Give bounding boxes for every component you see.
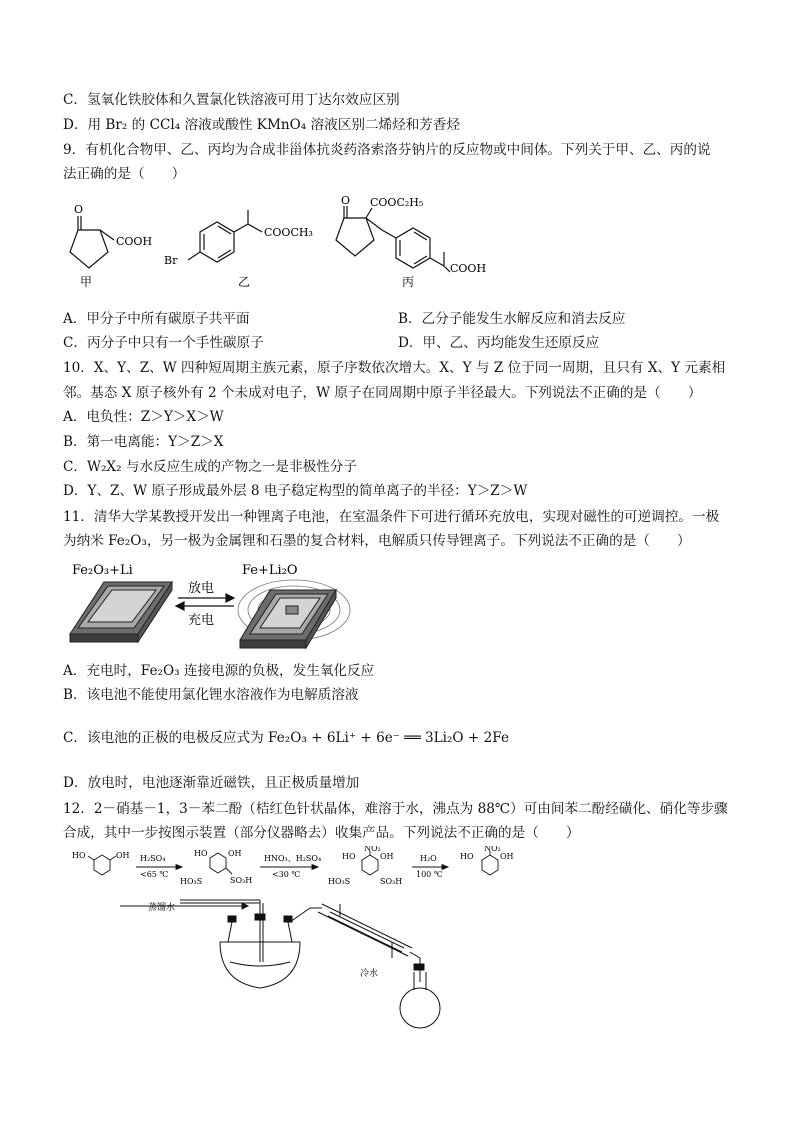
step3-condition: 100 ℃ (416, 870, 443, 879)
battery-right-label: Fe+Li₂O (242, 563, 298, 578)
bing-label: 丙 (402, 275, 415, 289)
compound-yi (188, 210, 262, 262)
q11-stem-line1: 11．清华大学某教授开发出一种锂离子电池，在室温条件下可进行循环充放电，实现对磁性的可逆调控。一极 (63, 509, 720, 525)
c4-oh: OH (500, 852, 514, 861)
step2-reagent: HNO₃、H₂SO₄ (264, 854, 322, 863)
battery-left-label: Fe₂O₃+Li (72, 563, 133, 578)
bing-cooh: COOH (450, 262, 487, 275)
q12-distillation-apparatus (60, 892, 480, 1032)
c3-no2: NO₂ (364, 846, 381, 853)
bing-oxygen: O (341, 196, 351, 207)
cold-water-label: 冷水 (360, 969, 379, 979)
battery-right-image (240, 590, 336, 648)
c1-ho: HO (72, 851, 86, 860)
jia-oxygen: O (74, 203, 84, 216)
discharge-label: 放电 (188, 581, 215, 596)
q11-stem-line2: 为纳米 Fe₂O₃，另一极为金属锂和石墨的复合材料，电解质只传导锂离子。下列说法不正确的是（ ） (63, 533, 691, 549)
compound-jia (70, 216, 114, 268)
c3-so3h: SO₃H (380, 877, 403, 886)
q9-option-c: C．丙分子中只有一个手性碳原子 (63, 335, 264, 351)
q11-option-a: A．充电时，Fe₂O₃ 连接电源的负极，发生氧化反应 (63, 663, 375, 679)
c3-ho: HO (342, 852, 356, 861)
q10-option-a: A．电负性：Z＞Y＞X＞W (63, 409, 224, 425)
q11-battery-figure (64, 560, 354, 656)
q11-option-d: D．放电时，电池逐渐靠近磁铁，且正极质量增加 (63, 775, 360, 791)
c3-ho3s: HO₃S (328, 877, 351, 886)
q9-stem-line1: 9．有机化合物甲、乙、丙均为合成非甾体抗炎药洛索洛芬钠片的反应物或中间体。下列关于甲、乙、丙的说 (63, 142, 711, 158)
q12-stem-line2: 合成，其中一步按图示装置（部分仪器略去）收集产品。下列说法不正确的是（ ） (63, 825, 580, 841)
q10-stem-line2: 邻。基态 X 原子核外有 2 个未成对电子，W 原子在同周期中原子半径最大。下列说法不正确的是（ ） (63, 385, 702, 401)
yi-cooch3: COOCH₃ (264, 226, 313, 239)
step3-reagent: H₂O (420, 854, 437, 863)
q10-option-c: C．W₂X₂ 与水反应生成的产物之一是非极性分子 (63, 459, 357, 475)
q10-stem-line1: 10．X、Y、Z、W 四种短周期主族元素，原子序数依次增大。X、Y 与 Z 位于同一周期，且只有 X、Y 元素相 (63, 360, 726, 376)
step1-condition: <65 ℃ (140, 870, 169, 879)
charge-label: 充电 (188, 613, 215, 628)
q11-option-c: C．该电池的正极的电极反应式为 Fe₂O₃ + 6Li⁺ + 6e⁻ ══ 3Li₂O + 2Fe (63, 730, 509, 746)
q9-option-a: A．甲分子中所有碳原子共平面 (63, 311, 250, 327)
jia-label: 甲 (80, 275, 93, 289)
jia-cooh: COOH (116, 235, 153, 248)
c1-oh: OH (116, 851, 130, 860)
c2-ho: HO (194, 849, 208, 858)
q8-option-d: D．用 Br₂ 的 CCl₄ 溶液或酸性 KMnO₄ 溶液区别二烯烃和芳香烃 (63, 117, 461, 133)
bing-cooc2h5: COOC₂H₅ (370, 196, 424, 209)
compound-bing (336, 206, 450, 272)
q9-option-b: B．乙分子能发生水解反应和消去反应 (398, 311, 626, 327)
yi-br: Br (164, 254, 178, 267)
q9-stem-line2: 法正确的是（ ） (63, 166, 186, 182)
q12-stem-line1: 12．2－硝基－1，3－苯二酚（桔红色针状晶体，难溶于水，沸点为 88℃）可由间苯二酚经磺化、硝化等步骤 (63, 801, 728, 817)
c2-ho3s: HO₃S (180, 877, 203, 886)
q9-option-d: D．甲、乙、丙均能发生还原反应 (398, 335, 600, 351)
q10-option-d: D．Y、Z、W 原子形成最外层 8 电子稳定构型的简单离子的半径：Y＞Z＞W (63, 483, 528, 499)
steam-label: 蒸馏水 (148, 903, 176, 913)
q11-option-b: B．该电池不能使用氯化锂水溶液作为电解质溶液 (63, 687, 359, 703)
c2-oh: OH (228, 849, 242, 858)
step2-condition: <30 ℃ (272, 870, 301, 879)
q12-reaction-scheme (64, 846, 534, 892)
c4-ho: HO (460, 852, 474, 861)
yi-label: 乙 (238, 275, 251, 289)
cycle-arrows (176, 594, 234, 610)
c2-so3h: SO₃H (230, 876, 253, 885)
step1-reagent: H₂SO₄ (140, 854, 166, 863)
q9-structures-figure (60, 196, 500, 296)
c3-oh: OH (380, 852, 394, 861)
c4-no2: NO₂ (484, 846, 501, 853)
q10-option-b: B．第一电离能：Y＞Z＞X (63, 434, 224, 450)
battery-left-image (70, 582, 172, 642)
q8-option-c: C．氢氧化铁胶体和久置氯化铁溶液可用丁达尔效应区别 (63, 92, 400, 108)
